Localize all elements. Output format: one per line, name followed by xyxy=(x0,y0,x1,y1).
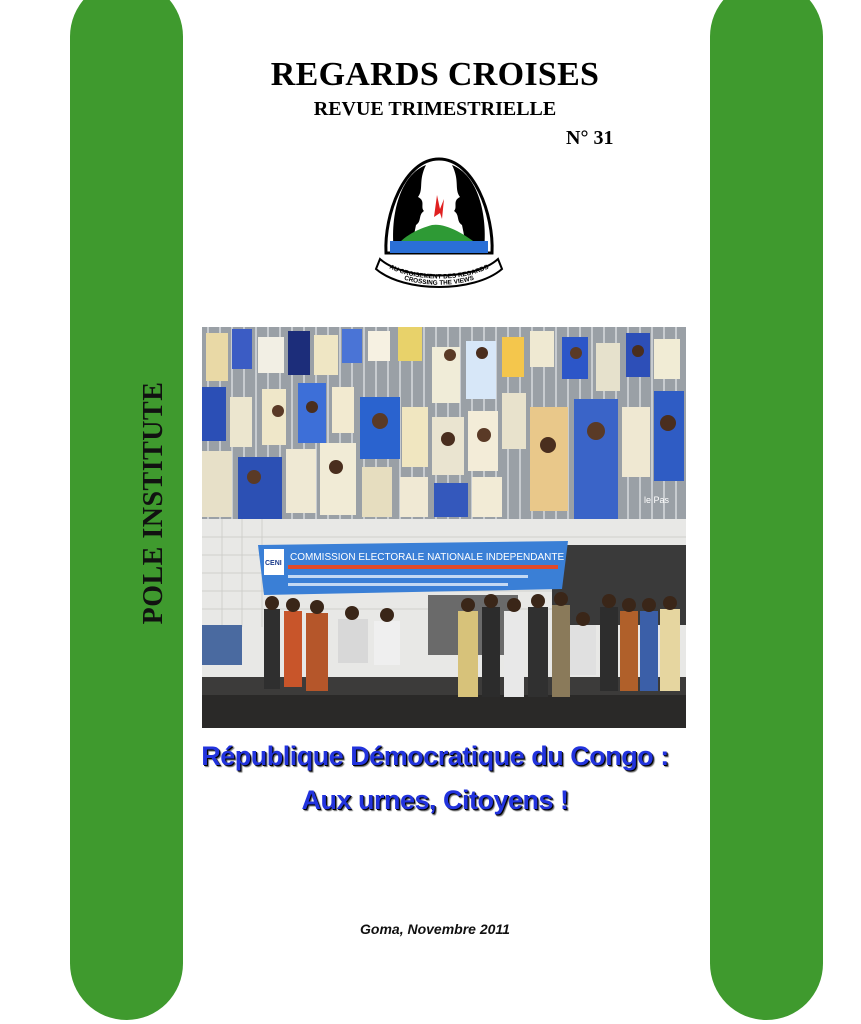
banner-logo: CENI xyxy=(265,560,282,567)
logo-ribbon-line2: CROSSING THE VIEWS xyxy=(403,274,475,287)
magazine-title: REGARDS CROISES xyxy=(270,56,600,93)
headline-line1: République Démocratique du Congo : xyxy=(201,741,669,771)
regards-croises-logo xyxy=(374,155,504,295)
right-green-pillar xyxy=(710,0,823,1020)
place-and-date: Goma, Novembre 2011 xyxy=(360,921,510,937)
banner-text: COMMISSION ELECTORALE NATIONALE INDEPENDANTE xyxy=(290,552,565,563)
logo-ribbon-line1: AU CROISEMENT DES REGARDS xyxy=(388,263,490,281)
poster-text: le Pas xyxy=(644,495,670,505)
side-label-publisher: POLE INSTITUTE xyxy=(138,381,169,625)
magazine-subtitle: REVUE TRIMESTRIELLE xyxy=(313,98,557,120)
campaign-posters xyxy=(202,327,684,519)
issue-number: N° 31 xyxy=(566,127,614,149)
cover-photo-illustration xyxy=(202,327,686,728)
headline-line2: Aux urnes, Citoyens ! xyxy=(301,785,569,815)
cover-photo xyxy=(202,327,686,728)
